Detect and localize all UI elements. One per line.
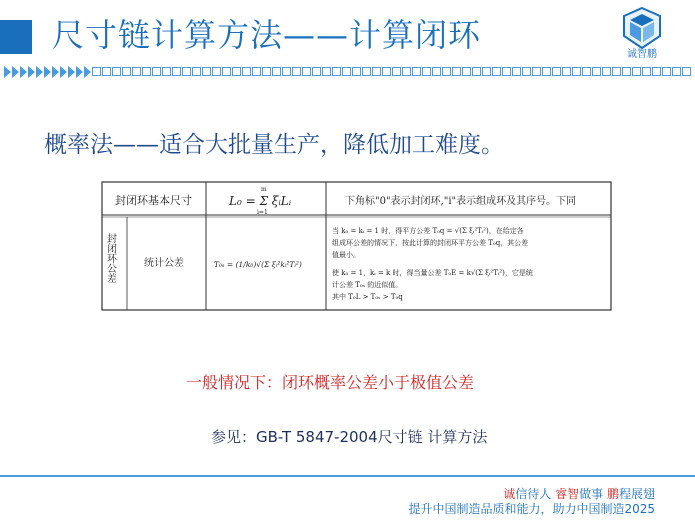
table-header-formula: L₀ = Σ ξᵢLᵢ	[229, 194, 292, 208]
slogan-part: 信待人	[515, 487, 556, 501]
table-header-col3: 下角标"0"表示封闭环,"i"表示组成环及其序号。下同	[345, 196, 577, 207]
slogan-part: 程展翅	[618, 487, 655, 501]
slogan-part: 做事	[579, 487, 607, 501]
table-desc-line6: 其中 T₀L > T₀ₛ > T₀q	[332, 293, 403, 301]
note-text: 一般情况下：闭环概率公差小于极值公差	[186, 373, 475, 392]
table-desc-line1: 当 k₀ = kᵢ = 1 时，得平方公差 T₀q = √(Σ ξᵢ²Tᵢ²)，在给定各	[332, 227, 524, 235]
footer-divider	[0, 475, 695, 477]
slogan-part: 智	[567, 487, 580, 501]
logo-text: 诚智鹏	[627, 49, 657, 60]
table-row-formula: T₀ₛ = (1/k₀)√(Σ ξᵢ²kᵢ²Tᵢ²)	[214, 260, 302, 269]
table-desc-line3: 值最小。	[332, 251, 360, 259]
formula-table	[101, 181, 612, 311]
table-desc-line4: 使 k₀ = 1，kᵢ = k 时，得当量公差 T₀E = k√(Σ ξᵢ²Tᵢ²)，它是统	[332, 269, 533, 277]
footer-tagline: 提升中国制造品质和能力，助力中国制造2025	[408, 502, 655, 516]
page-title: 尺寸链计算方法——计算闭环	[52, 16, 482, 54]
table-desc-line5: 计公差 T₀ₛ 的近似值。	[332, 281, 403, 289]
table-header-sum-bottom: i=1	[257, 209, 268, 216]
table-header-sum-top: m	[261, 186, 267, 193]
subtitle: 概率法——适合大批量生产，降低加工难度。	[44, 132, 504, 158]
table-header-col1: 封闭环基本尺寸	[115, 194, 192, 207]
reference-text: 参见：GB-T 5847-2004尺寸链 计算方法	[211, 428, 488, 446]
slogan-part: 睿	[555, 487, 568, 501]
decorative-chevrons	[4, 66, 92, 78]
table-desc-line2: 组成环公差的情况下，按此计算的封闭环平方公差 T₀q，其公差	[332, 239, 529, 247]
decorative-box-strip	[92, 67, 692, 76]
table-row-label: 封闭环公差	[104, 233, 116, 283]
slogan-part: 诚	[503, 487, 516, 501]
table-row-type: 统计公差	[144, 258, 184, 269]
slogan-part: 鹏	[606, 487, 619, 501]
title-accent-block	[0, 20, 44, 54]
